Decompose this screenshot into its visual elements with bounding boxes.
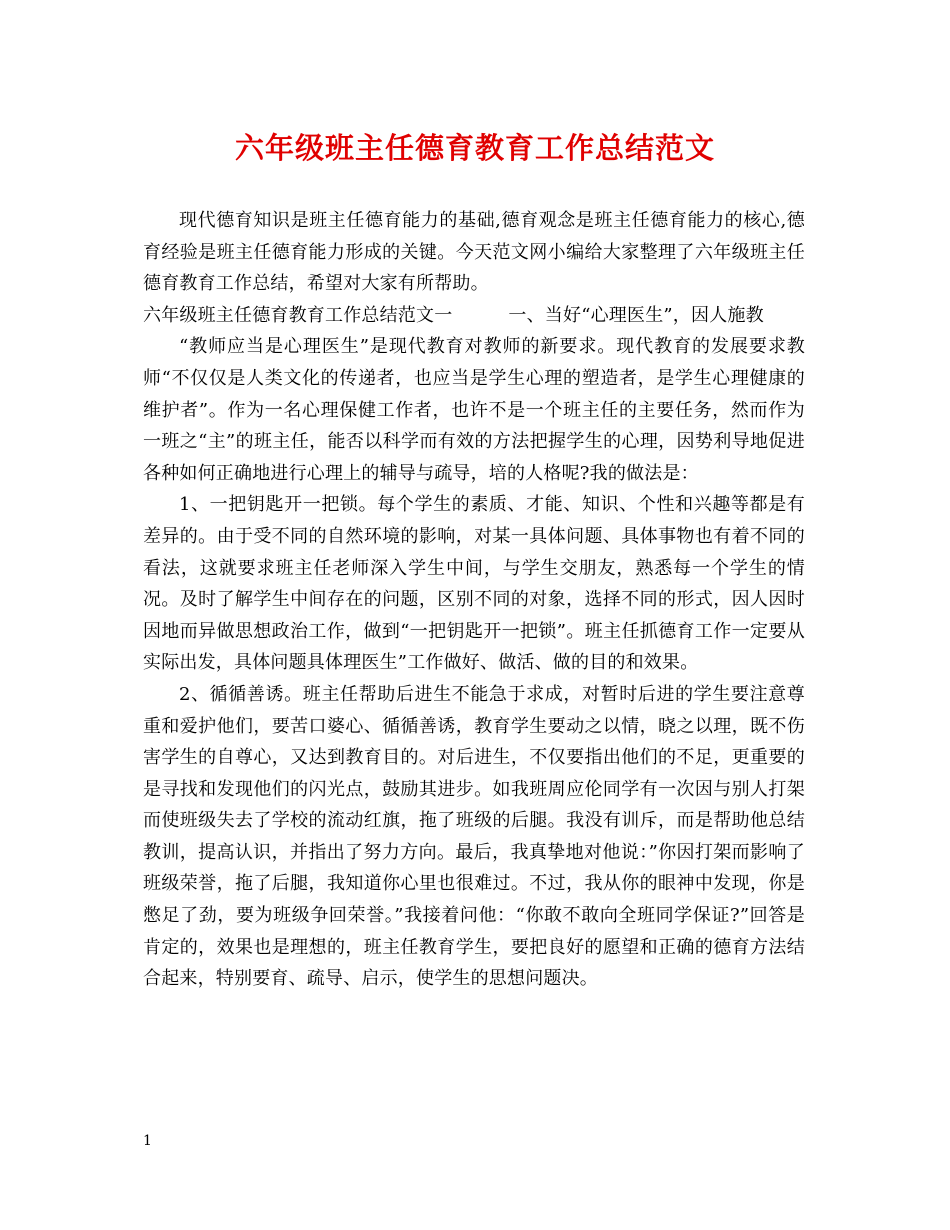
section-heading-right: 一、当好“心理医生”，因人施教 bbox=[508, 304, 764, 326]
section-heading-left: 六年级班主任德育教育工作总结范文一 bbox=[143, 304, 453, 326]
intro-paragraph: 现代德育知识是班主任德育能力的基础,德育观念是班主任德育能力的核心,德育经验是班主任德育能力形成的关键。今天范文网小编给大家整理了六年级班主任德育教育工作总结，希望对大家有所帮助。 bbox=[143, 210, 805, 295]
paragraph-key-lock: 1、一把钥匙开一把锁。每个学生的素质、才能、知识、个性和兴趣等都是有差异的。由于受不同的自然环境的影响，对某一具体问题、具体事物也有着不同的看法，这就要求班主任老师深入学生中间，与学生交朋友，熟悉每一个学生的情况。及时了解学生中间存在的问题，区别不同的对象，选择不同的形式，因人因时因地而异做思想政治工作，做到“一把钥匙开一把锁”。班主任抓德育工作一定要从实际出发，具体问题具体理医生”工作做好、做活、做的目的和效果。 bbox=[143, 494, 805, 674]
paragraph-psychology: “教师应当是心理医生”是现代教育对教师的新要求。现代教育的发展要求教师“不仅仅是人类文化的传递者，也应当是学生心理的塑造者，是学生心理健康的维护者”。作为一名心理保健工作者，也许不是一个班主任的主要任务，然而作为一班之“主”的班主任，能否以科学而有效的方法把握学生的心理，因势利导地促进各种如何正确地进行心理上的辅导与疏导，培的人格呢?我的做法是： bbox=[143, 336, 805, 484]
section-heading-line bbox=[143, 300, 805, 332]
document-title: 六年级班主任德育教育工作总结范文 bbox=[234, 131, 715, 165]
document-body bbox=[143, 205, 805, 995]
paragraph-guidance: 2、循循善诱。班主任帮助后进生不能急于求成，对暂时后进的学生要注意尊重和爱护他们，要苦口婆心、循循善诱，教育学生要动之以情，晓之以理，既不伤害学生的自尊心，又达到教育目的。对后进生，不仅要指出他们的不足，更重要的是寻找和发现他们的闪光点，鼓励其进步。如我班周应伦同学有一次因与别人打架而使班级失去了学校的流动红旗，拖了班级的后腿。我没有训斥，而是帮助他总结教训，提高认识，并指出了努力方向。最后，我真挚地对他说：”你因打架而影响了班级荣誉，拖了后腿，我知道你心里也很难过。不过，我从你的眼神中发现，你是憋足了劲，要为班级争回荣誉。”我接着问他：“你敢不敢向全班同学保证?”回答是肯定的，效果也是理想的，班主任教育学生，要把良好的愿望和正确的德育方法结合起来，特别要育、疏导、启示，使学生的思想问题决。 bbox=[143, 683, 805, 990]
page-number: 1 bbox=[143, 1133, 152, 1149]
